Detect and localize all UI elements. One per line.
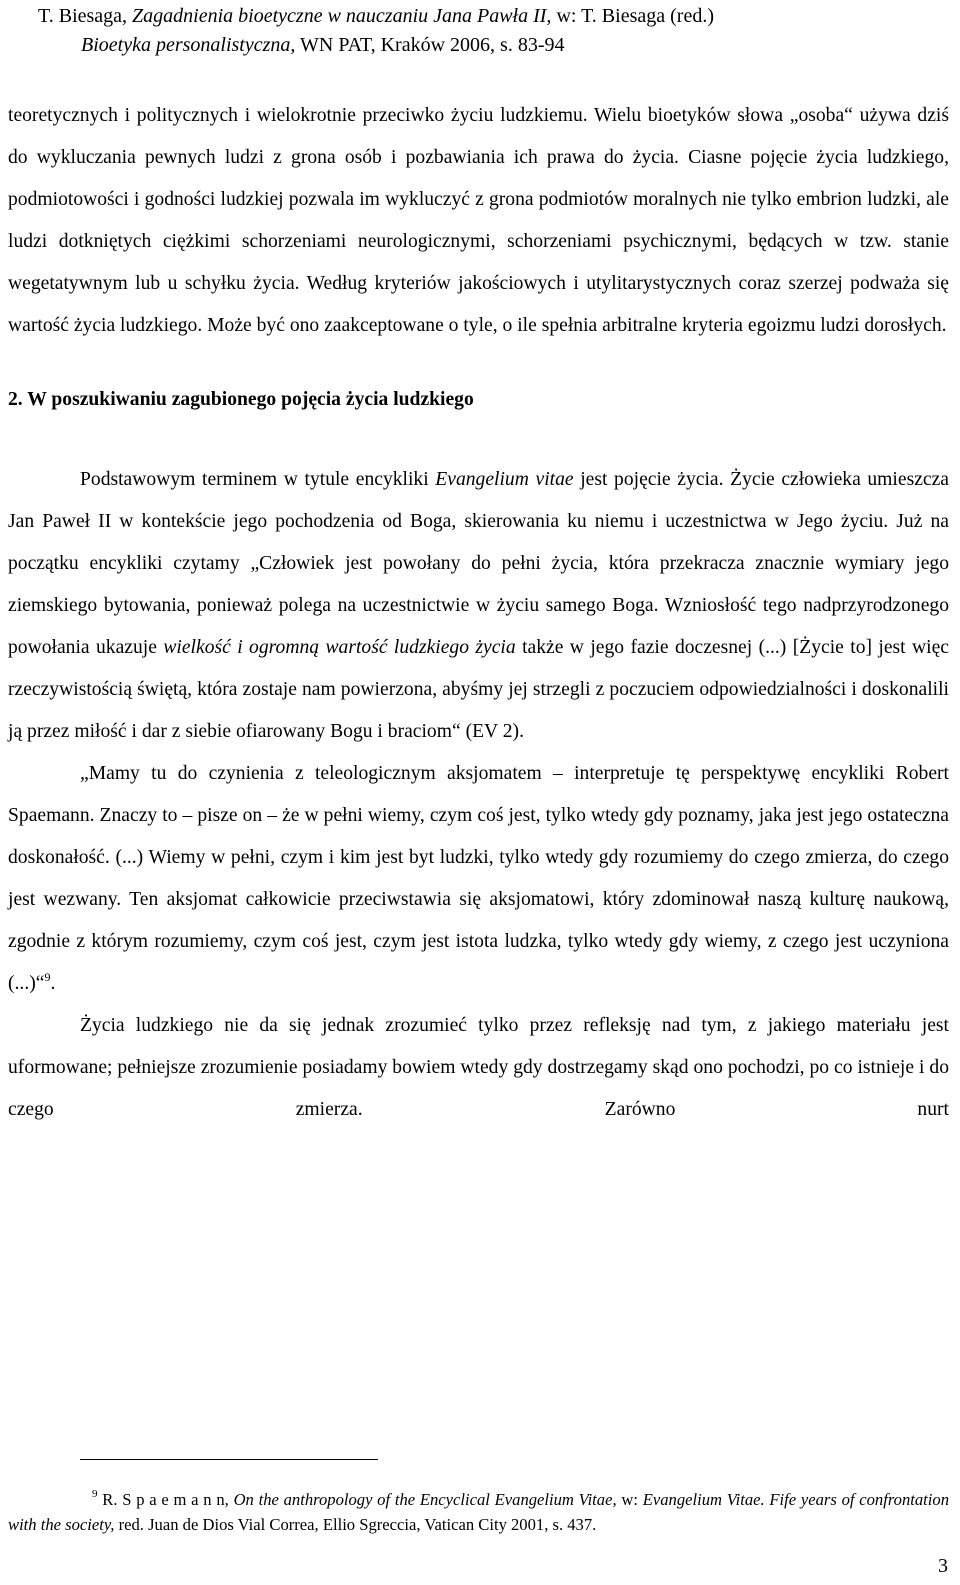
paragraph: teoretycznych i politycznych i wielokrotnie przeciwko życiu ludzkiemu. Wielu bioetyków słowa „osoba“ używa dziś do wykluczania pewnych ludzi z grona osób i pozbawiania ich prawa do życia. Ciasne pojęcie życia ludzkiego, podmiotowości i godności ludzkiej pozwala im wykluczyć z grona podmiotów moralnych nie tylko embrion ludzki, ale ludzi dotkniętych ciężkimi schorzeniami neurologicznymi, schorzeniami psychicznymi, będących w tzw. stanie wegetatywnym lub u schyłku życia. Według kryteriów jakościowych i utylitarystycznych coraz szerzej podważa się wartość życia ludzkiego. Może być ono zaakceptowane o tyle, o ile spełnia arbitralne kryteria egoizmu ludzi dorosłych. bbox=[8, 105, 949, 336]
italic-span: Evangelium Vitae. Fife years of confrontation with the society, bbox=[8, 1490, 949, 1534]
text-span: także w jego fazie doczesnej (...) [Życie to] jest więc rzeczywistością świętą, która zostaje nam powierzona, abyśmy jej strzegli z poczuciem odpowiedzialności i doskonalili ją przez miłość i dar z siebie ofiarowany Bogu i braciom“ (EV 2). bbox=[8, 637, 950, 742]
footnote-number: 9 bbox=[92, 1488, 98, 1500]
main-text bbox=[8, 95, 949, 1131]
text-span: w: bbox=[616, 1490, 643, 1509]
text-span: red. Juan de Dios Vial Correa, Ellio Sgreccia, Vatican City 2001, s. 437. bbox=[114, 1515, 597, 1534]
italic-span: On the anthropology of the Encyclical Evangelium Vitae, bbox=[233, 1490, 617, 1509]
header-citation-title: Zagadnienia bioetyczne w nauczaniu Jana Pawła II, bbox=[132, 5, 552, 27]
header-publisher: WN PAT, Kraków 2006, s. 83-94 bbox=[295, 34, 565, 56]
header-line-2 bbox=[38, 31, 948, 60]
page-header bbox=[38, 2, 948, 60]
paragraph bbox=[8, 459, 949, 753]
text-span: „Mamy tu do czynienia z teleologicznym aksjomatem – interpretuje tę perspektywę encykliki Robert Spaemann. Znaczy to – pisze on – że w pełni wiemy, czym coś jest, tylko wtedy gdy poznamy, jaka jest jego ostateczna doskonałość. (...) Wiemy w pełni, czym i kim jest byt ludzki, tylko wtedy gdy rozumiemy do czego zmierza, do czego jest wezwany. Ten aksjomat całkowicie przeciwstawia się aksjomatowi, który zdominował naszą kulturę naukową, zgodnie z którym rozumiemy, czym coś jest, czym jest istota ludzka, tylko wtedy gdy wiemy, z czego jest uczyniona (...)“ bbox=[8, 763, 949, 994]
text-span: R. S p a e m a n n, bbox=[97, 1490, 234, 1509]
header-book-title: Bioetyka personalistyczna, bbox=[81, 34, 296, 56]
footnote-separator bbox=[80, 1459, 378, 1460]
text-span: . bbox=[50, 973, 56, 994]
page-number: 3 bbox=[938, 1555, 948, 1577]
footnote-reference[interactable]: 9 bbox=[44, 970, 51, 984]
paragraph: Życia ludzkiego nie da się jednak zrozumieć tylko przez refleksję nad tym, z jakiego materiału jest uformowane; pełniejsze zrozumienie posiadamy bowiem wtedy gdy dostrzegamy skąd ono pochodzi, po co istnieje i do czego zmierza. Zarówno nurt bbox=[8, 1015, 949, 1120]
italic-span: wielkość i ogromną wartość ludzkiego życia bbox=[163, 637, 516, 658]
paragraph bbox=[8, 753, 949, 1005]
text-span: Podstawowym terminem w tytule encykliki bbox=[80, 469, 436, 490]
text-span: jest pojęcie życia. Życie człowieka umieszcza Jan Paweł II w kontekście jego pochodzenia od Boga, skierowania ku niemu i uczestnictwa w Jego życiu. Już na początku encykliki czytamy „Człowiek jest powołany do pełni życia, która przekracza znacznie wymiary jego ziemskiego bytowania, ponieważ polega na uczestnictwie w życiu samego Boga. Wzniosłość tego nadprzyrodzonego powołania ukazuje bbox=[8, 469, 949, 658]
italic-span: Evangelium vitae bbox=[435, 469, 574, 490]
section-heading: 2. W poszukiwaniu zagubionego pojęcia życia ludzkiego bbox=[8, 389, 474, 410]
footnote bbox=[8, 1487, 949, 1537]
header-citation-part: T. Biesaga, bbox=[38, 5, 133, 27]
header-citation-part: w: T. Biesaga (red.) bbox=[551, 5, 714, 27]
